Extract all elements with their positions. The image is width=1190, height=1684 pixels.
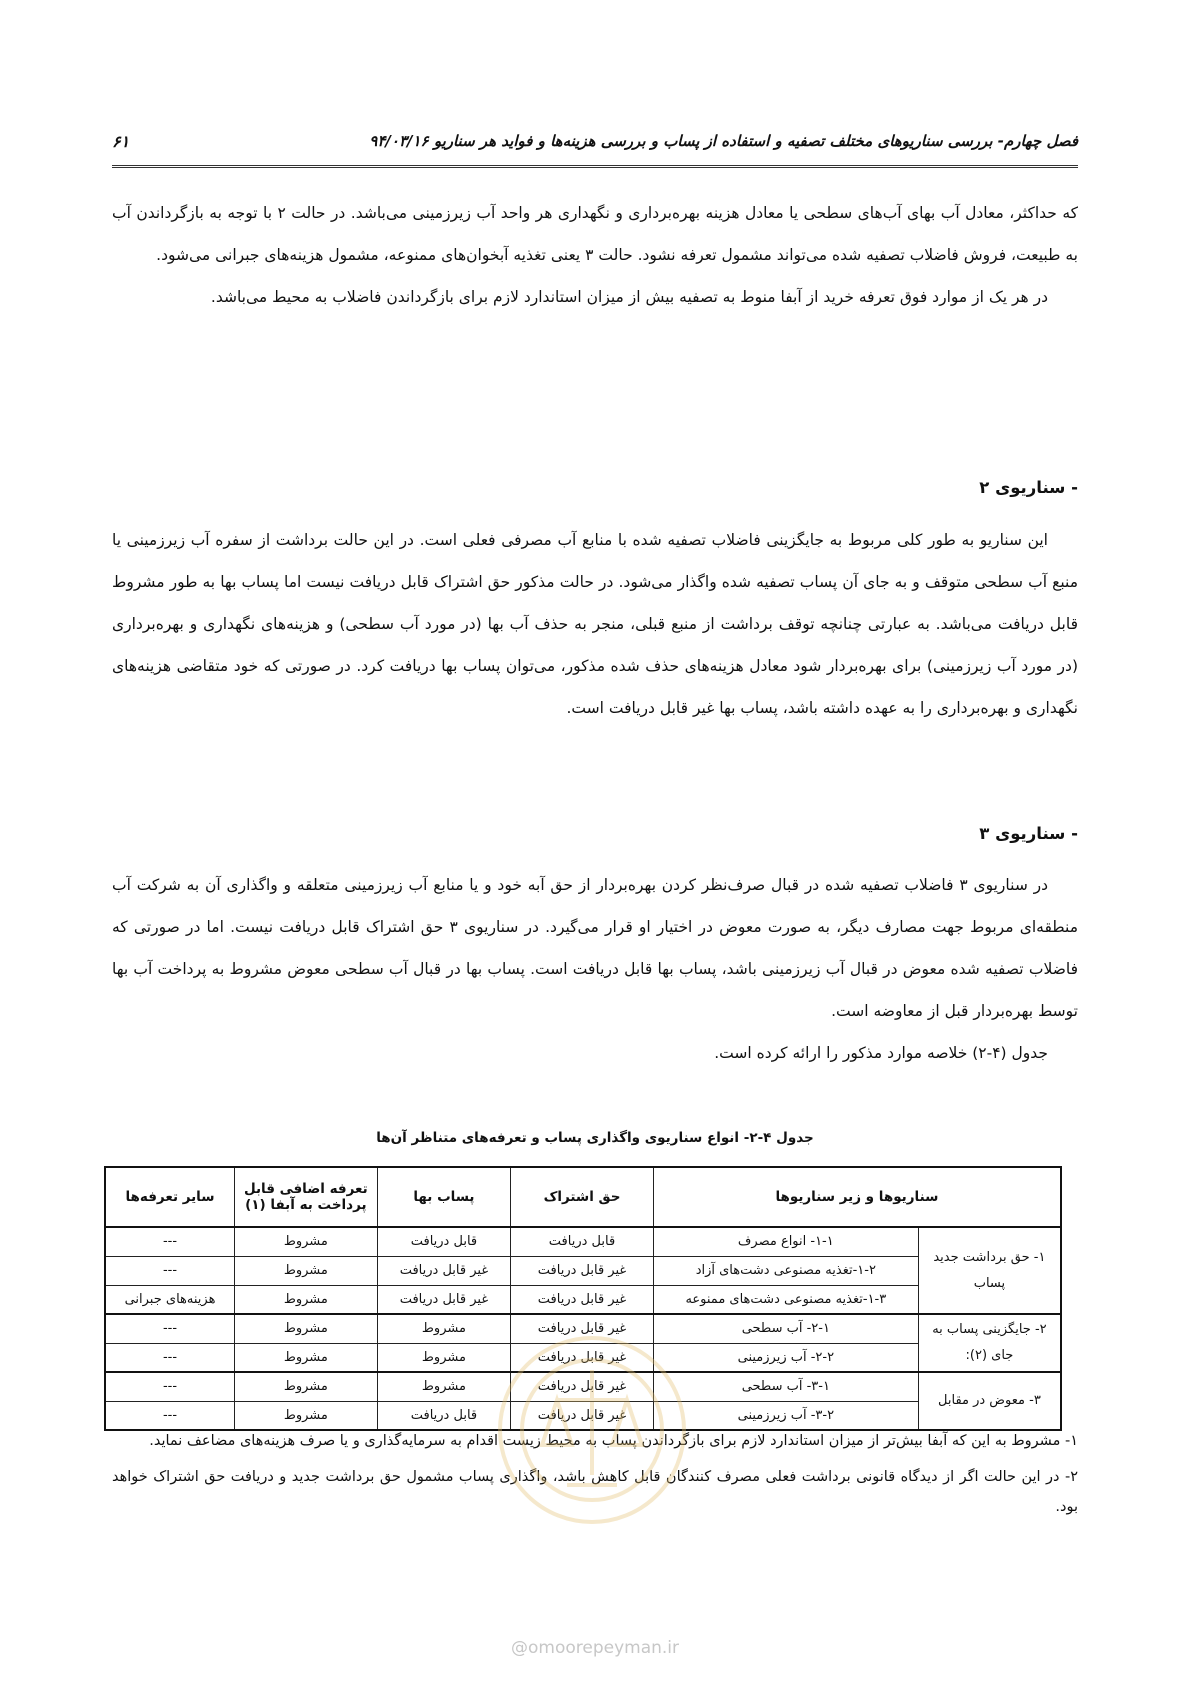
extra-tariff-cell: مشروط: [235, 1285, 378, 1314]
paragraph-2: در هر یک از موارد فوق تعرفه خرید از آبفا منوط به تصفیه بیش از میزان استاندارد لازم برای بازگرداندن فاضلاب به محیط می‌باشد.: [210, 288, 1048, 306]
header-effluent-fee: پساب بها: [377, 1167, 511, 1227]
table-row: [105, 1256, 1061, 1285]
table-caption: جدول ۴-۲- انواع سناریوی واگذاری پساب و تعرفه‌های متناظر آن‌ها: [376, 1130, 814, 1146]
header-other-tariffs: سایر تعرفه‌ها: [105, 1167, 235, 1227]
heading-scenario-2: - سناریوی ۲: [979, 478, 1078, 497]
footnote-1: ۱- مشروط به این که آبفا بیش‌تر از میزان استاندارد لازم برای بازگرداندن پساب به محیط زیست اقدام به سرمایه‌گذاری و یا صرف هزینه‌های مضاعف نماید.: [149, 1433, 1078, 1449]
group-label-2: ۲- جایگزینی پساب به جای (۲):: [918, 1314, 1061, 1372]
effluent-fee-cell: قابل دریافت: [377, 1227, 511, 1256]
sub-scenario-cell: ۲-۱- آب سطحی: [653, 1314, 918, 1343]
footnote-2: ۲- در این حالت اگر از دیدگاه قانونی برداشت فعلی مصرف کنندگان قابل کاهش باشد، واگذاری پساب مشمول حق برداشت جدید و دریافت حق اشتراک خواهد بود.: [112, 1469, 1078, 1515]
other-tariffs-cell: ---: [105, 1401, 235, 1430]
subscription-cell: غیر قابل دریافت: [511, 1256, 654, 1285]
extra-tariff-cell: مشروط: [235, 1314, 378, 1343]
other-tariffs-cell: ---: [105, 1372, 235, 1401]
sub-scenario-cell: ۱-۳-تغذیه مصنوعی دشت‌های ممنوعه: [653, 1285, 918, 1314]
page-header: [112, 128, 1078, 168]
sub-scenario-cell: ۱-۱- انواع مصرف: [653, 1227, 918, 1256]
effluent-fee-cell: غیر قابل دریافت: [377, 1256, 511, 1285]
table-row: [105, 1285, 1061, 1314]
sub-scenario-cell: ۳-۲- آب زیرزمینی: [653, 1401, 918, 1430]
watermark-url: @omoorepeyman.ir: [510, 1638, 680, 1658]
watermark-seal-icon: [487, 1325, 697, 1535]
header-subscription: حق اشتراک: [511, 1167, 654, 1227]
paragraph-3: این سناریو به طور کلی مربوط به جایگزینی فاضلاب تصفیه شده با منابع آب مصرفی فعلی است. در این حالت برداشت از سفره آب زیرزمینی یا منبع آب سطحی متوقف و به جای آن پساب تصفیه شده واگذار می‌شود. در حالت مذکور حق اشتراک قابل دریافت نیست اما پساب بها به طور مشروط قابل دریافت می‌باشد. به عبارتی چنانچه توقف برداشت از منبع قبلی، منجر به حذف آب بها (در مورد آب سطحی) و هزینه‌های نگهداری و بهره‌برداری (در مورد آب زیرزمینی) برای بهره‌بردار شود معادل هزینه‌های حذف شده مذکور، می‌توان پساب بها دریافت کرد. در صورتی که خود متقاضی هزینه‌های نگهداری و بهره‌برداری را به عهده داشته باشد، پساب بها غیر قابل دریافت است.: [112, 531, 1078, 717]
group-label-1: ۱- حق برداشت جدید پساب: [918, 1227, 1061, 1314]
extra-tariff-cell: مشروط: [235, 1343, 378, 1372]
extra-tariff-cell: مشروط: [235, 1401, 378, 1430]
heading-scenario-3: - سناریوی ۳: [979, 824, 1078, 843]
other-tariffs-cell: ---: [105, 1314, 235, 1343]
page-number: ۶۱: [112, 132, 130, 151]
header-title: فصل چهارم- بررسی سناریوهای مختلف تصفیه و استفاده از پساب و بررسی هزینه‌ها و فواید هر سناریو ۹۴/۰۳/۱۶: [369, 132, 1078, 150]
effluent-fee-cell: مشروط: [377, 1343, 511, 1372]
paragraph-block-2: [112, 519, 1078, 729]
effluent-fee-cell: مشروط: [377, 1314, 511, 1343]
other-tariffs-cell: ---: [105, 1343, 235, 1372]
table-row: [105, 1227, 1061, 1256]
paragraph-4: در سناریوی ۳ فاضلاب تصفیه شده در قبال صرف‌نظر کردن بهره‌بردار از حق آبه خود و یا منابع آب زیرزمینی متعلقه و واگذاری آن به شرکت آب منطقه‌ای مربوط جهت مصارف دیگر، به صورت معوض در اختیار او قرار می‌گیرد. در سناریوی ۳ حق اشتراک قابل دریافت نیست. اما در صورتی که فاضلاب تصفیه شده معوض در قبال آب زیرزمینی باشد، پساب بها قابل دریافت است. پساب بها در قبال آب سطحی معوض مشروط به پرداخت آب بها توسط بهره‌بردار قبل از معاوضه است.: [112, 876, 1078, 1020]
effluent-fee-cell: قابل دریافت: [377, 1401, 511, 1430]
other-tariffs-cell: ---: [105, 1256, 235, 1285]
paragraph-5: جدول (۴-۲) خلاصه موارد مذکور را ارائه کرده است.: [714, 1044, 1048, 1062]
table-header-row: [105, 1167, 1061, 1227]
subscription-cell: غیر قابل دریافت: [511, 1314, 654, 1343]
header-extra-tariff: تعرفه اضافی قابل پرداخت به آبفا (۱): [235, 1167, 378, 1227]
header-scenarios: سناریوها و زیر سناریوها: [653, 1167, 1061, 1227]
sub-scenario-cell: ۲-۲- آب زیرزمینی: [653, 1343, 918, 1372]
group-label-3: ۳- معوض در مقابل: [918, 1372, 1061, 1430]
subscription-cell: غیر قابل دریافت: [511, 1372, 654, 1401]
paragraph-1: که حداکثر، معادل آب بهای آب‌های سطحی یا معادل هزینه بهره‌برداری و نگهداری هر واحد آب زیرزمینی می‌باشد. در حالت ۲ با توجه به بازگرداندن آب به طبیعت، فروش فاضلاب تصفیه شده می‌تواند مشمول تعرفه نشود. حالت ۳ یعنی تغذیه آبخوان‌های ممنوعه، مشمول هزینه‌های جبرانی می‌شود.: [112, 204, 1079, 264]
extra-tariff-cell: مشروط: [235, 1372, 378, 1401]
subscription-cell: غیر قابل دریافت: [511, 1285, 654, 1314]
subscription-cell: غیر قابل دریافت: [511, 1401, 654, 1430]
paragraph-block-3: [112, 864, 1078, 1074]
sub-scenario-cell: ۱-۲-تغذیه مصنوعی دشت‌های آزاد: [653, 1256, 918, 1285]
subscription-cell: غیر قابل دریافت: [511, 1343, 654, 1372]
sub-scenario-cell: ۳-۱- آب سطحی: [653, 1372, 918, 1401]
effluent-fee-cell: مشروط: [377, 1372, 511, 1401]
extra-tariff-cell: مشروط: [235, 1227, 378, 1256]
other-tariffs-cell: هزینه‌های جبرانی: [105, 1285, 235, 1314]
effluent-fee-cell: غیر قابل دریافت: [377, 1285, 511, 1314]
extra-tariff-cell: مشروط: [235, 1256, 378, 1285]
subscription-cell: قابل دریافت: [511, 1227, 654, 1256]
paragraph-block-1: [112, 192, 1078, 318]
other-tariffs-cell: ---: [105, 1227, 235, 1256]
